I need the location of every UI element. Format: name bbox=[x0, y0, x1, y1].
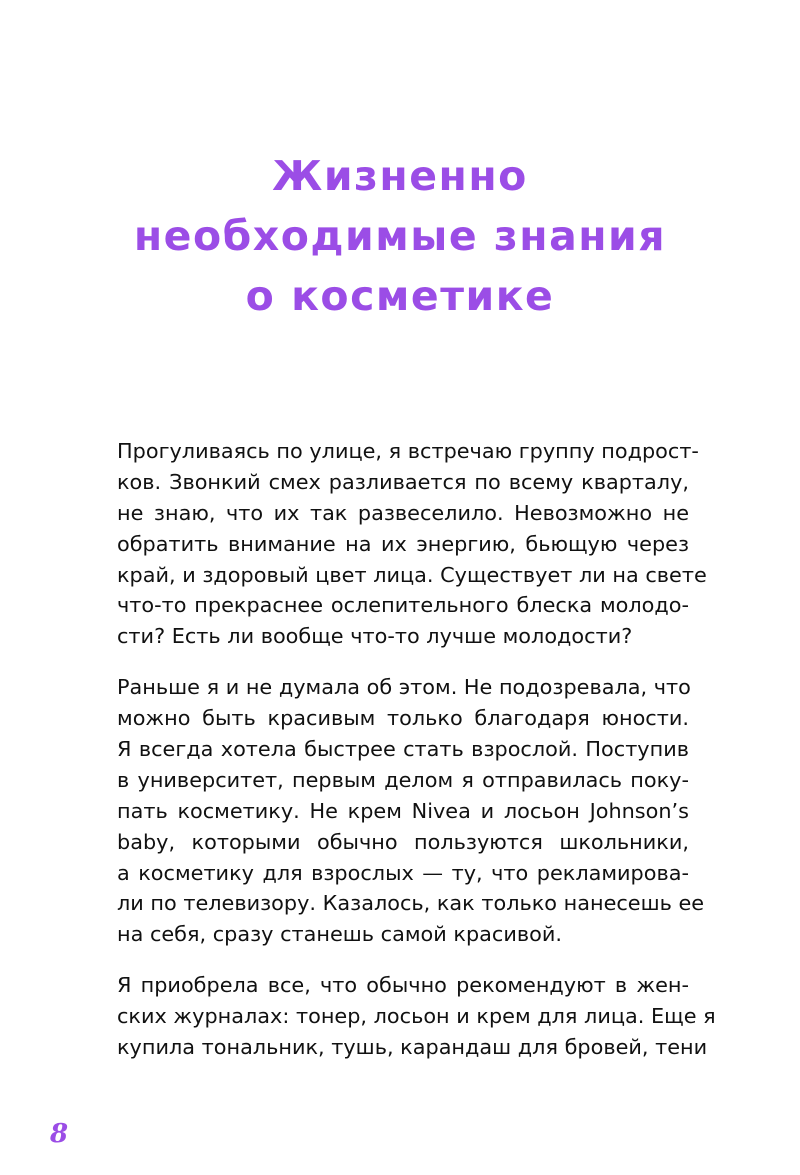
page-number: 8 bbox=[50, 1119, 69, 1149]
text-line: не знаю, что их так развеселило. Невозможно не bbox=[117, 500, 689, 525]
text-line: сти? Есть ли вообще что-то лучше молодости? bbox=[117, 624, 633, 649]
chapter-title-line: о косметике bbox=[245, 272, 555, 320]
text-line: на себя, сразу станешь самой красивой. bbox=[117, 922, 562, 947]
text-line: можно быть красивым только благодаря юности. bbox=[117, 706, 689, 731]
paragraph-1 bbox=[117, 436, 707, 652]
text-line: а косметику для взрослых — ту, что рекламирова- bbox=[117, 860, 689, 885]
text-line: обратить внимание на их энергию, бьющую через bbox=[117, 531, 689, 556]
text-line: пать косметику. Не крем Nivea и лосьон Johnson’s bbox=[117, 798, 689, 823]
text-line: baby, которыми обычно пользуются школьники, bbox=[117, 829, 689, 854]
text-line: Прогуливаясь по улице, я встречаю группу подрост- bbox=[117, 439, 699, 463]
chapter-title bbox=[100, 146, 700, 326]
text-line: ков. Звонкий смех разливается по всему кварталу, bbox=[117, 469, 689, 494]
chapter-title-line: Жизненно bbox=[272, 152, 528, 200]
paragraph-3 bbox=[117, 970, 716, 1063]
text-line: что-то прекраснее ослепительного блеска молодо- bbox=[117, 593, 689, 618]
body-text bbox=[117, 436, 716, 1083]
chapter-title-line: необходимые знания bbox=[133, 212, 667, 260]
text-line: Я приобрела все, что обычно рекомендуют в жен- bbox=[117, 973, 689, 998]
text-line: Раньше я и не думала об этом. Не подозревала, что bbox=[117, 675, 691, 700]
text-line: край, и здоровый цвет лица. Существует ли на свете bbox=[117, 562, 707, 587]
text-line: в университет, первым делом я отправилась поку- bbox=[117, 767, 689, 792]
paragraph-2 bbox=[117, 672, 705, 950]
text-line: ских журналах: тонер, лосьон и крем для лица. Еще я bbox=[117, 1004, 716, 1029]
text-line: купила тональник, тушь, карандаш для бровей, тени bbox=[117, 1035, 708, 1060]
text-line: ли по телевизору. Казалось, как только нанесешь ее bbox=[117, 891, 705, 916]
text-line: Я всегда хотела быстрее стать взрослой. Поступив bbox=[117, 737, 689, 762]
